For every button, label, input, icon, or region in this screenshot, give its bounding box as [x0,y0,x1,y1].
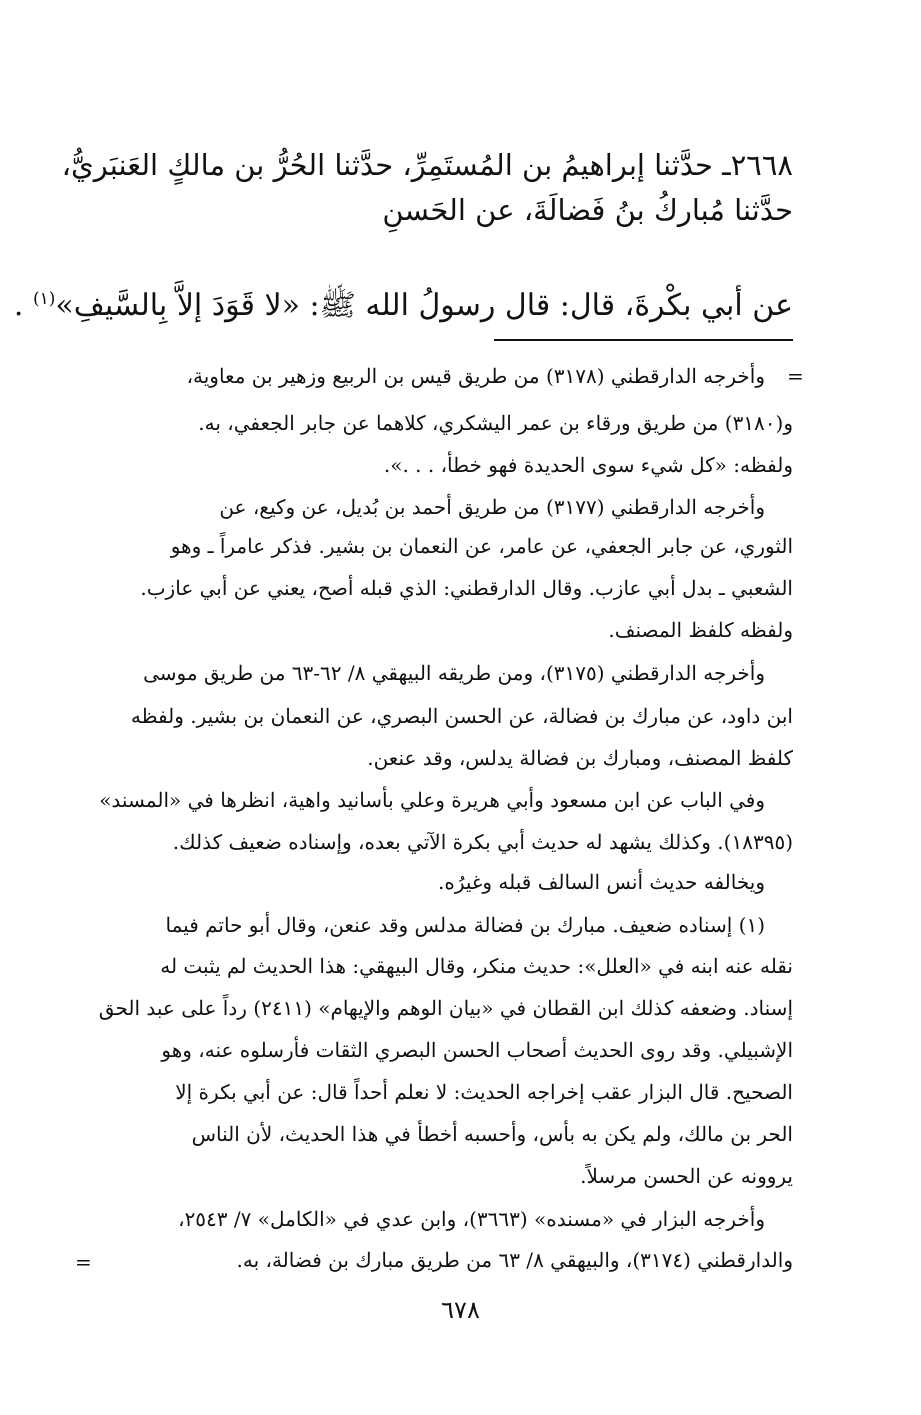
footnote-line: نقله عنه ابنه في «العلل»: حديث منكر، وقال البيهقي: هذا الحديث لم يثبت له [160,954,793,978]
hadith-isnad-line-2: حدَّثنا مُباركُ بنُ فَضالَةَ، عن الحَسنِ [382,193,793,227]
page-number: ٦٧٨ [441,1296,480,1324]
footnote-line: وأخرجه الدارقطني (٣١٧٧) من طريق أحمد بن بُديل، عن وكيع، عن [219,495,765,519]
footnote-ref-1: (١) [33,289,56,309]
footnote-line: ويخالفه حديث أنس السالف قبله وغيرُه. [438,870,765,894]
footnote-line: كلفظ المصنف، ومبارك بن فضالة يدلس، وقد عنعن. [367,746,793,770]
footnote-line: إسناد. وضعفه كذلك ابن القطان في «بيان الوهم والإيهام» (٢٤١١) رداً على عبد الحق [98,996,793,1020]
matn-text: عن أبي بكْرةَ، قال: قال رسولُ الله ﷺ: «لا قَوَدَ إلاَّ بِالسَّيفِ» [55,288,793,323]
hadith-matn [14,278,793,327]
footnote-line: وأخرجه الدارقطني (٣١٧٥)، ومن طريقه البيهقي ٨/ ٦٢-٦٣ من طريق موسى [143,661,765,685]
hadith-isnad-line-1: ٢٦٦٨ـ حدَّثنا إبراهيمُ بن المُستَمِرِّ، حدَّثنا الحُرُّ بن مالكٍ العَنبَريُّ، [61,148,793,182]
footnote-line: وأخرجه البزار في «مسنده» (٣٦٦٣)، وابن عدي في «الكامل» ٧/ ٢٥٤٣، [178,1207,765,1231]
footnote-line: ولفظه: «كل شيء سوى الحديدة فهو خطأ، . . .». [383,453,793,477]
footnote-line: (١٨٣٩٥). وكذلك يشهد له حديث أبي بكرة الآتي بعده، وإسناده ضعيف كذلك. [172,830,793,854]
footnote-line: الصحيح. قال البزار عقب إخراجه الحديث: لا نعلم أحداً قال: عن أبي بكرة إلا [175,1080,793,1104]
footnote-line: الحر بن مالك، ولم يكن به بأس، وأحسبه أخطأ في هذا الحديث، لأن الناس [191,1122,793,1146]
footnote-line: والدارقطني (٣١٧٤)، والبيهقي ٨/ ٦٣ من طريق مبارك بن فضالة، به. [236,1248,793,1272]
footnote-line: و(٣١٨٠) من طريق ورقاء بن عمر اليشكري، كلاهما عن جابر الجعفي، به. [198,411,793,435]
footnote-line: وأخرجه الدارقطني (٣١٧٨) من طريق قيس بن الربيع وزهير بن معاوية، [186,364,765,388]
footnote-line: يروونه عن الحسن مرسلاً. [580,1164,793,1188]
footnote-line: (١) إسناده ضعيف. مبارك بن فضالة مدلس وقد عنعن، وقال أبو حاتم فيما [165,913,765,937]
continuation-mark-top: = [787,364,804,388]
footnote-separator [494,339,793,341]
continuation-mark-bottom: = [75,1250,92,1274]
footnote-line: الإشبيلي. وقد روى الحديث أصحاب الحسن البصري الثقات فأرسلوه عنه، وهو [161,1038,793,1062]
footnote-line: الشعبي ـ بدل أبي عازب. وقال الدارقطني: الذي قبله أصح، يعني عن أبي عازب. [140,576,793,600]
footnote-line: ابن داود، عن مبارك بن فضالة، عن الحسن البصري، عن النعمان بن بشير. ولفظه [130,704,793,728]
footnote-line: ولفظه كلفظ المصنف. [608,618,793,642]
footnote-line: وفي الباب عن ابن مسعود وأبي هريرة وعلي بأسانيد واهية، انظرها في «المسند» [99,788,765,812]
footnote-line: الثوري، عن جابر الجعفي، عن عامر، عن النعمان بن بشير. فذكر عامراً ـ وهو [170,534,793,558]
matn-end: . [13,288,24,323]
